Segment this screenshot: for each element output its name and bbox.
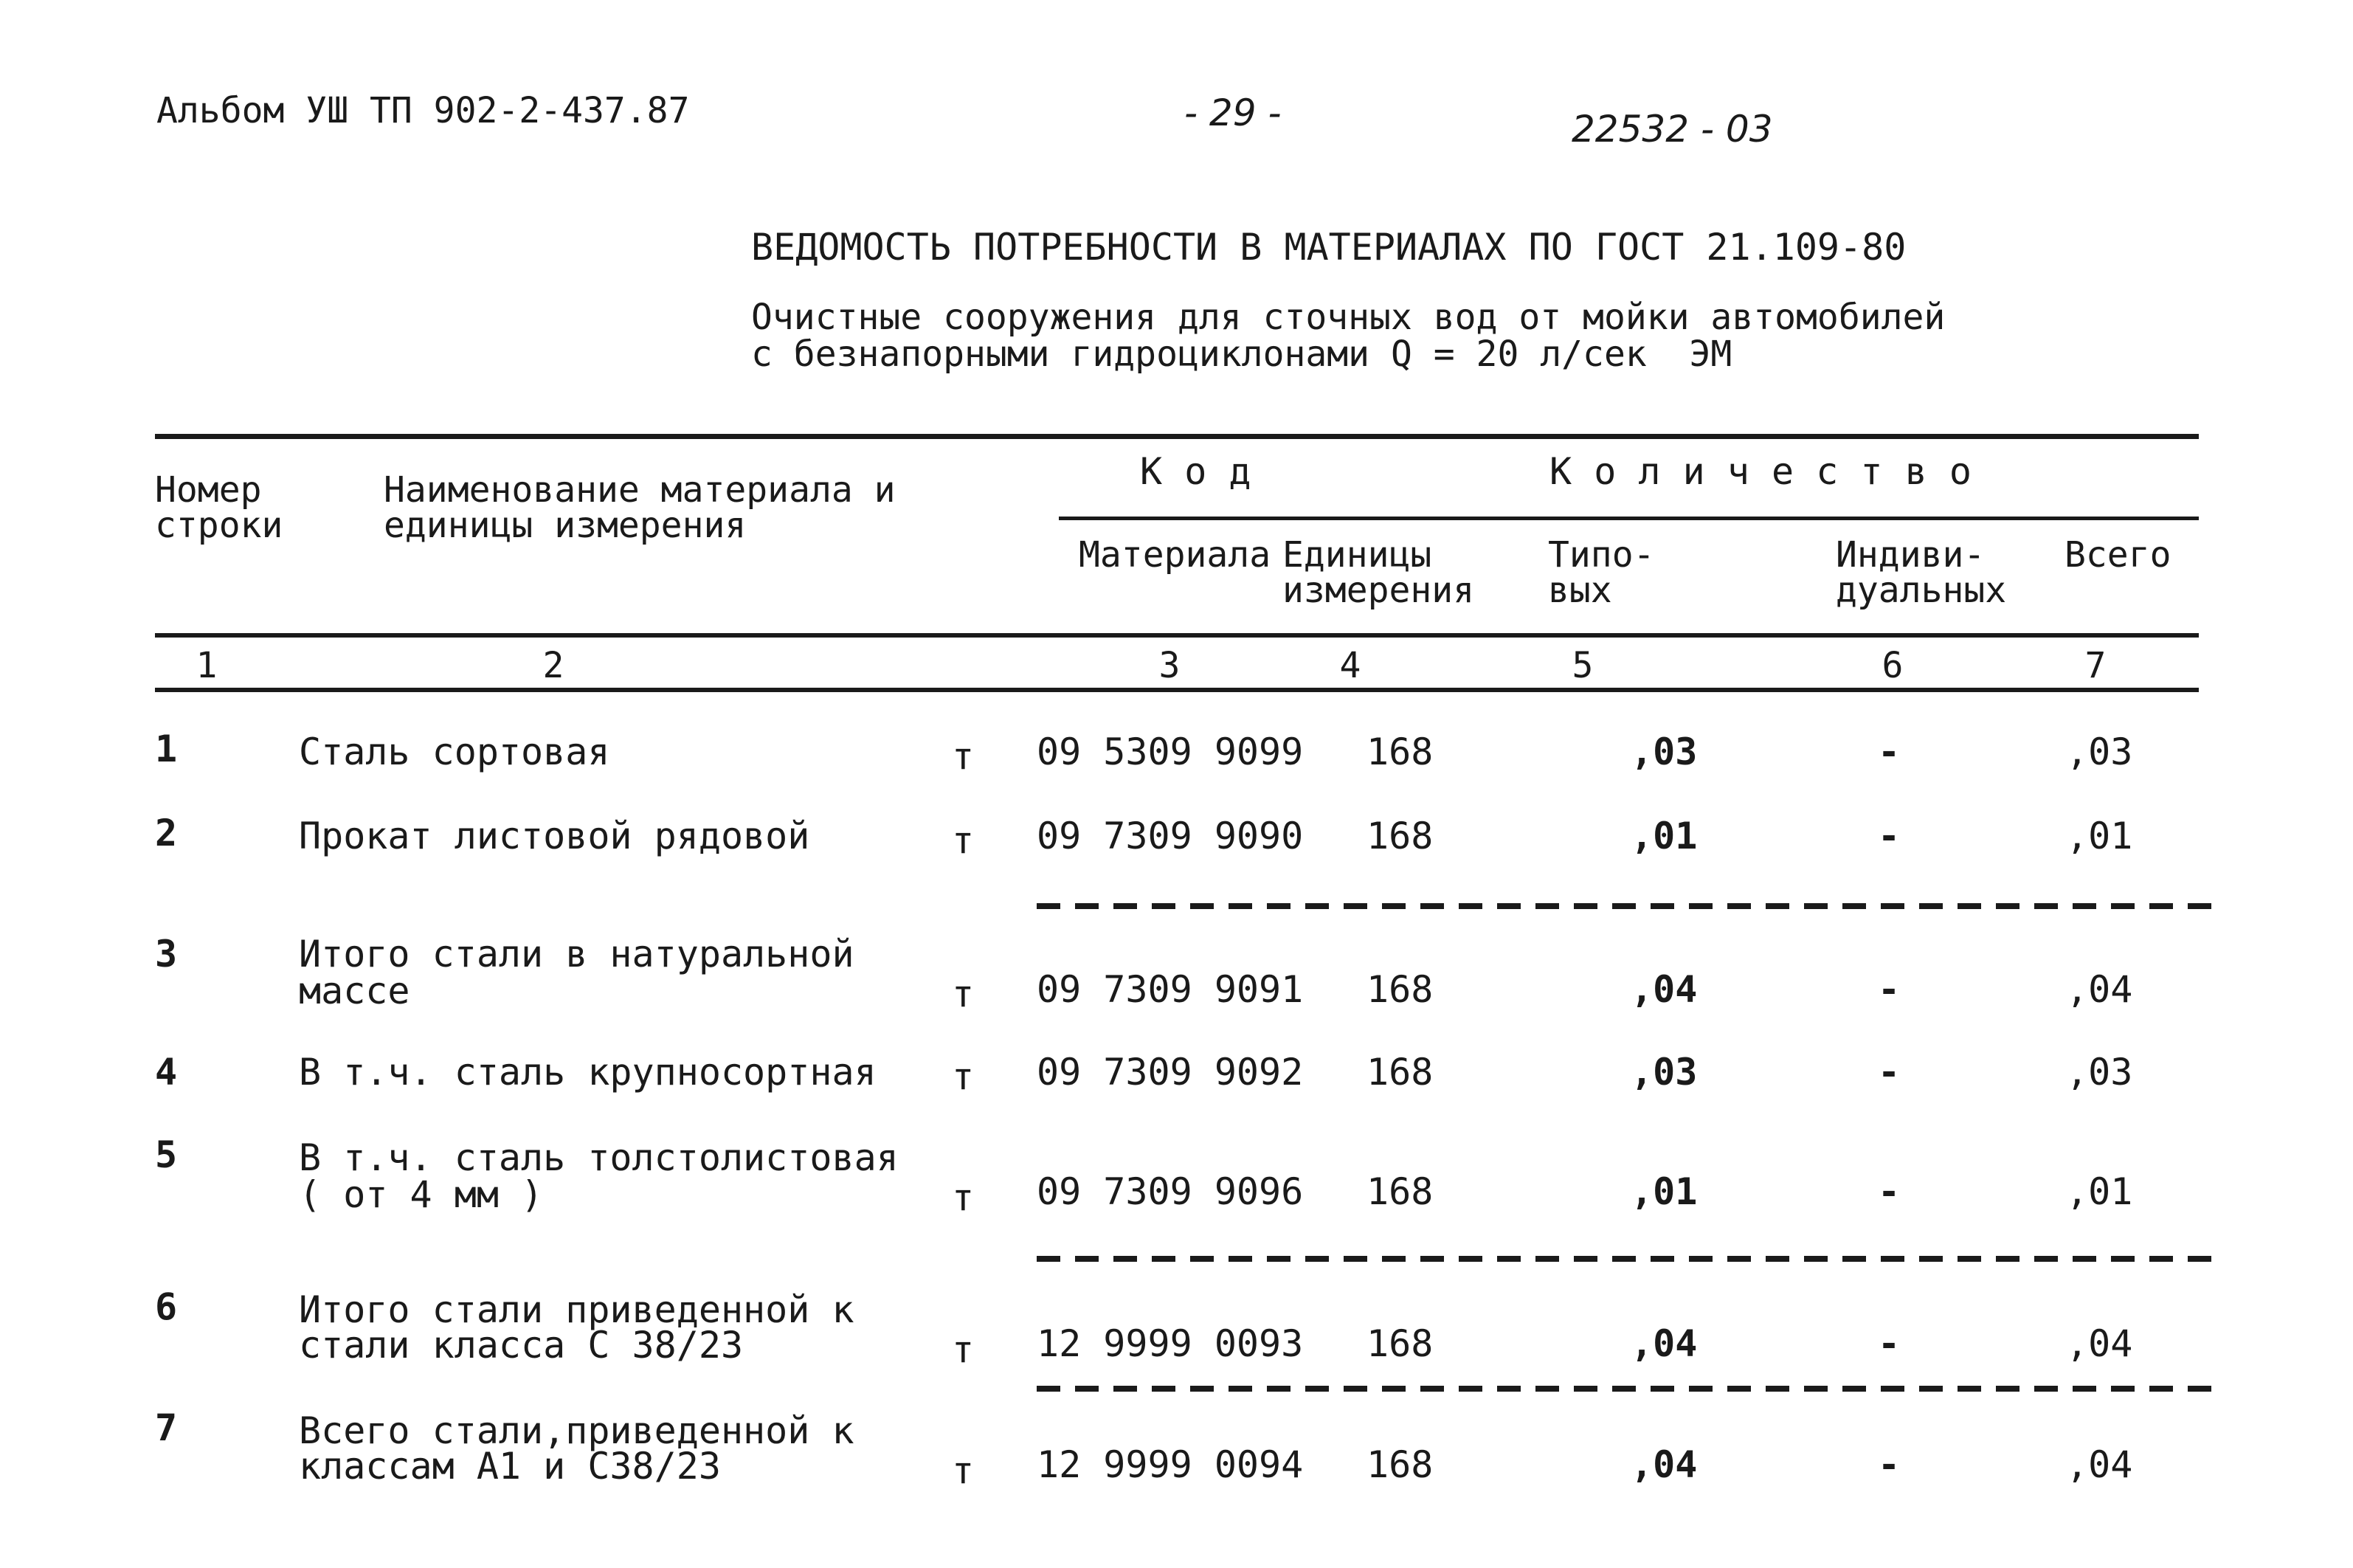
material-code: 09 7309 9092: [1037, 1051, 1304, 1094]
material-name: Всего стали,приведенной к: [299, 1409, 854, 1452]
material-code: 09 7309 9091: [1037, 968, 1304, 1011]
unit-code: 168: [1366, 968, 1434, 1011]
individual-quantity: -: [1878, 815, 1901, 857]
unit-symbol: т: [952, 819, 975, 862]
column-number: 7: [2084, 645, 2107, 686]
row-number: 6: [155, 1285, 178, 1328]
column-number: 2: [542, 645, 564, 686]
unit-symbol: т: [952, 1449, 975, 1492]
page-number: - 29 -: [1184, 91, 1282, 134]
document-code: 22532 - 03: [1572, 108, 1773, 151]
header-material-name: Наименование материала и единицы измерения: [384, 469, 896, 546]
header-bottom-rule: [155, 633, 2199, 638]
material-code: 12 9999 0094: [1037, 1443, 1304, 1486]
typical-quantity: ,04: [1631, 968, 1698, 1011]
column-number: 5: [1572, 645, 1594, 686]
header-quantity: К о л и ч е с т в о: [1549, 450, 1972, 493]
page-title: ВЕДОМОСТЬ ПОТРЕБНОСТИ В МАТЕРИАЛАХ ПО ГОСТ 21.109-80: [751, 226, 1907, 269]
typical-quantity: ,04: [1631, 1322, 1698, 1365]
material-name-line-2: классам А1 и С38/23: [299, 1445, 721, 1488]
unit-code: 168: [1366, 731, 1434, 773]
header-material-code: Материала: [1079, 534, 1271, 576]
total-quantity: ,01: [2066, 815, 2133, 857]
row-number: 7: [155, 1406, 178, 1449]
material-code: 12 9999 0093: [1037, 1322, 1304, 1365]
unit-symbol: т: [952, 973, 975, 1015]
individual-quantity: -: [1878, 1170, 1901, 1213]
column-numbers-rule: [155, 688, 2199, 692]
header-code: К о д: [1140, 450, 1251, 493]
typical-quantity: ,01: [1631, 815, 1698, 857]
material-name-line-2: массе: [299, 970, 410, 1012]
typical-quantity: ,04: [1631, 1443, 1698, 1486]
column-number: 6: [1882, 645, 1904, 686]
individual-quantity: -: [1878, 1322, 1901, 1365]
unit-symbol: т: [952, 1176, 975, 1219]
individual-quantity: -: [1878, 1051, 1901, 1094]
row-number: 1: [155, 728, 178, 770]
header-divider-rule: [1059, 517, 2199, 520]
unit-code: 168: [1366, 1051, 1434, 1094]
subtitle-line-2: с безнапорными гидроциклонами Q = 20 л/сек ЭМ: [751, 334, 1732, 375]
unit-code: 168: [1366, 1322, 1434, 1365]
material-name: Итого стали приведенной к: [299, 1288, 854, 1331]
typical-quantity: ,01: [1631, 1170, 1698, 1213]
header-unit-code: Единицы измерения: [1282, 534, 1475, 611]
total-quantity: ,03: [2066, 1051, 2133, 1094]
individual-quantity: -: [1878, 1443, 1901, 1486]
total-quantity: ,01: [2066, 1170, 2133, 1213]
material-code: 09 5309 9099: [1037, 731, 1304, 773]
typical-quantity: ,03: [1631, 731, 1698, 773]
dashed-separator: [1037, 1256, 2214, 1262]
total-quantity: ,04: [2066, 968, 2133, 1011]
material-name-line-2: стали класса С 38/23: [299, 1324, 744, 1367]
unit-code: 168: [1366, 1443, 1434, 1486]
header-row-number: Номер строки: [155, 469, 283, 546]
unit-code: 168: [1366, 1170, 1434, 1213]
material-name: Сталь сортовая: [299, 731, 610, 773]
column-number: 4: [1339, 645, 1361, 686]
album-reference: Альбом УШ ТП 902-2-437.87: [156, 90, 690, 131]
dashed-separator: [1037, 1386, 2214, 1392]
unit-symbol: т: [952, 735, 975, 778]
row-number: 2: [155, 812, 178, 854]
material-name: Прокат листовой рядовой: [299, 815, 810, 857]
material-name-line-2: ( от 4 мм ): [299, 1173, 544, 1216]
individual-quantity: -: [1878, 731, 1901, 773]
table-top-rule: [155, 434, 2199, 439]
subtitle-line-1: Очистные сооружения для сточных вод от мойки автомобилей: [751, 297, 1946, 338]
typical-quantity: ,03: [1631, 1051, 1698, 1094]
row-number: 4: [155, 1051, 178, 1094]
header-total: Всего: [2065, 534, 2171, 576]
unit-symbol: т: [952, 1328, 975, 1371]
column-number: 3: [1158, 645, 1181, 686]
unit-symbol: т: [952, 1055, 975, 1098]
row-number: 3: [155, 933, 178, 975]
unit-code: 168: [1366, 815, 1434, 857]
material-name: В т.ч. сталь крупносортная: [299, 1051, 877, 1094]
row-number: 5: [155, 1133, 178, 1176]
dashed-separator: [1037, 903, 2214, 909]
material-code: 09 7309 9090: [1037, 815, 1304, 857]
total-quantity: ,04: [2066, 1322, 2133, 1365]
material-name: Итого стали в натуральной: [299, 933, 854, 975]
total-quantity: ,03: [2066, 731, 2133, 773]
individual-quantity: -: [1878, 968, 1901, 1011]
total-quantity: ,04: [2066, 1443, 2133, 1486]
header-individual: Индиви- дуальных: [1836, 534, 2007, 611]
header-typical: Типо- вых: [1548, 534, 1655, 611]
column-number: 1: [196, 645, 218, 686]
material-code: 09 7309 9096: [1037, 1170, 1304, 1213]
material-name: В т.ч. сталь толстолистовая: [299, 1136, 899, 1179]
